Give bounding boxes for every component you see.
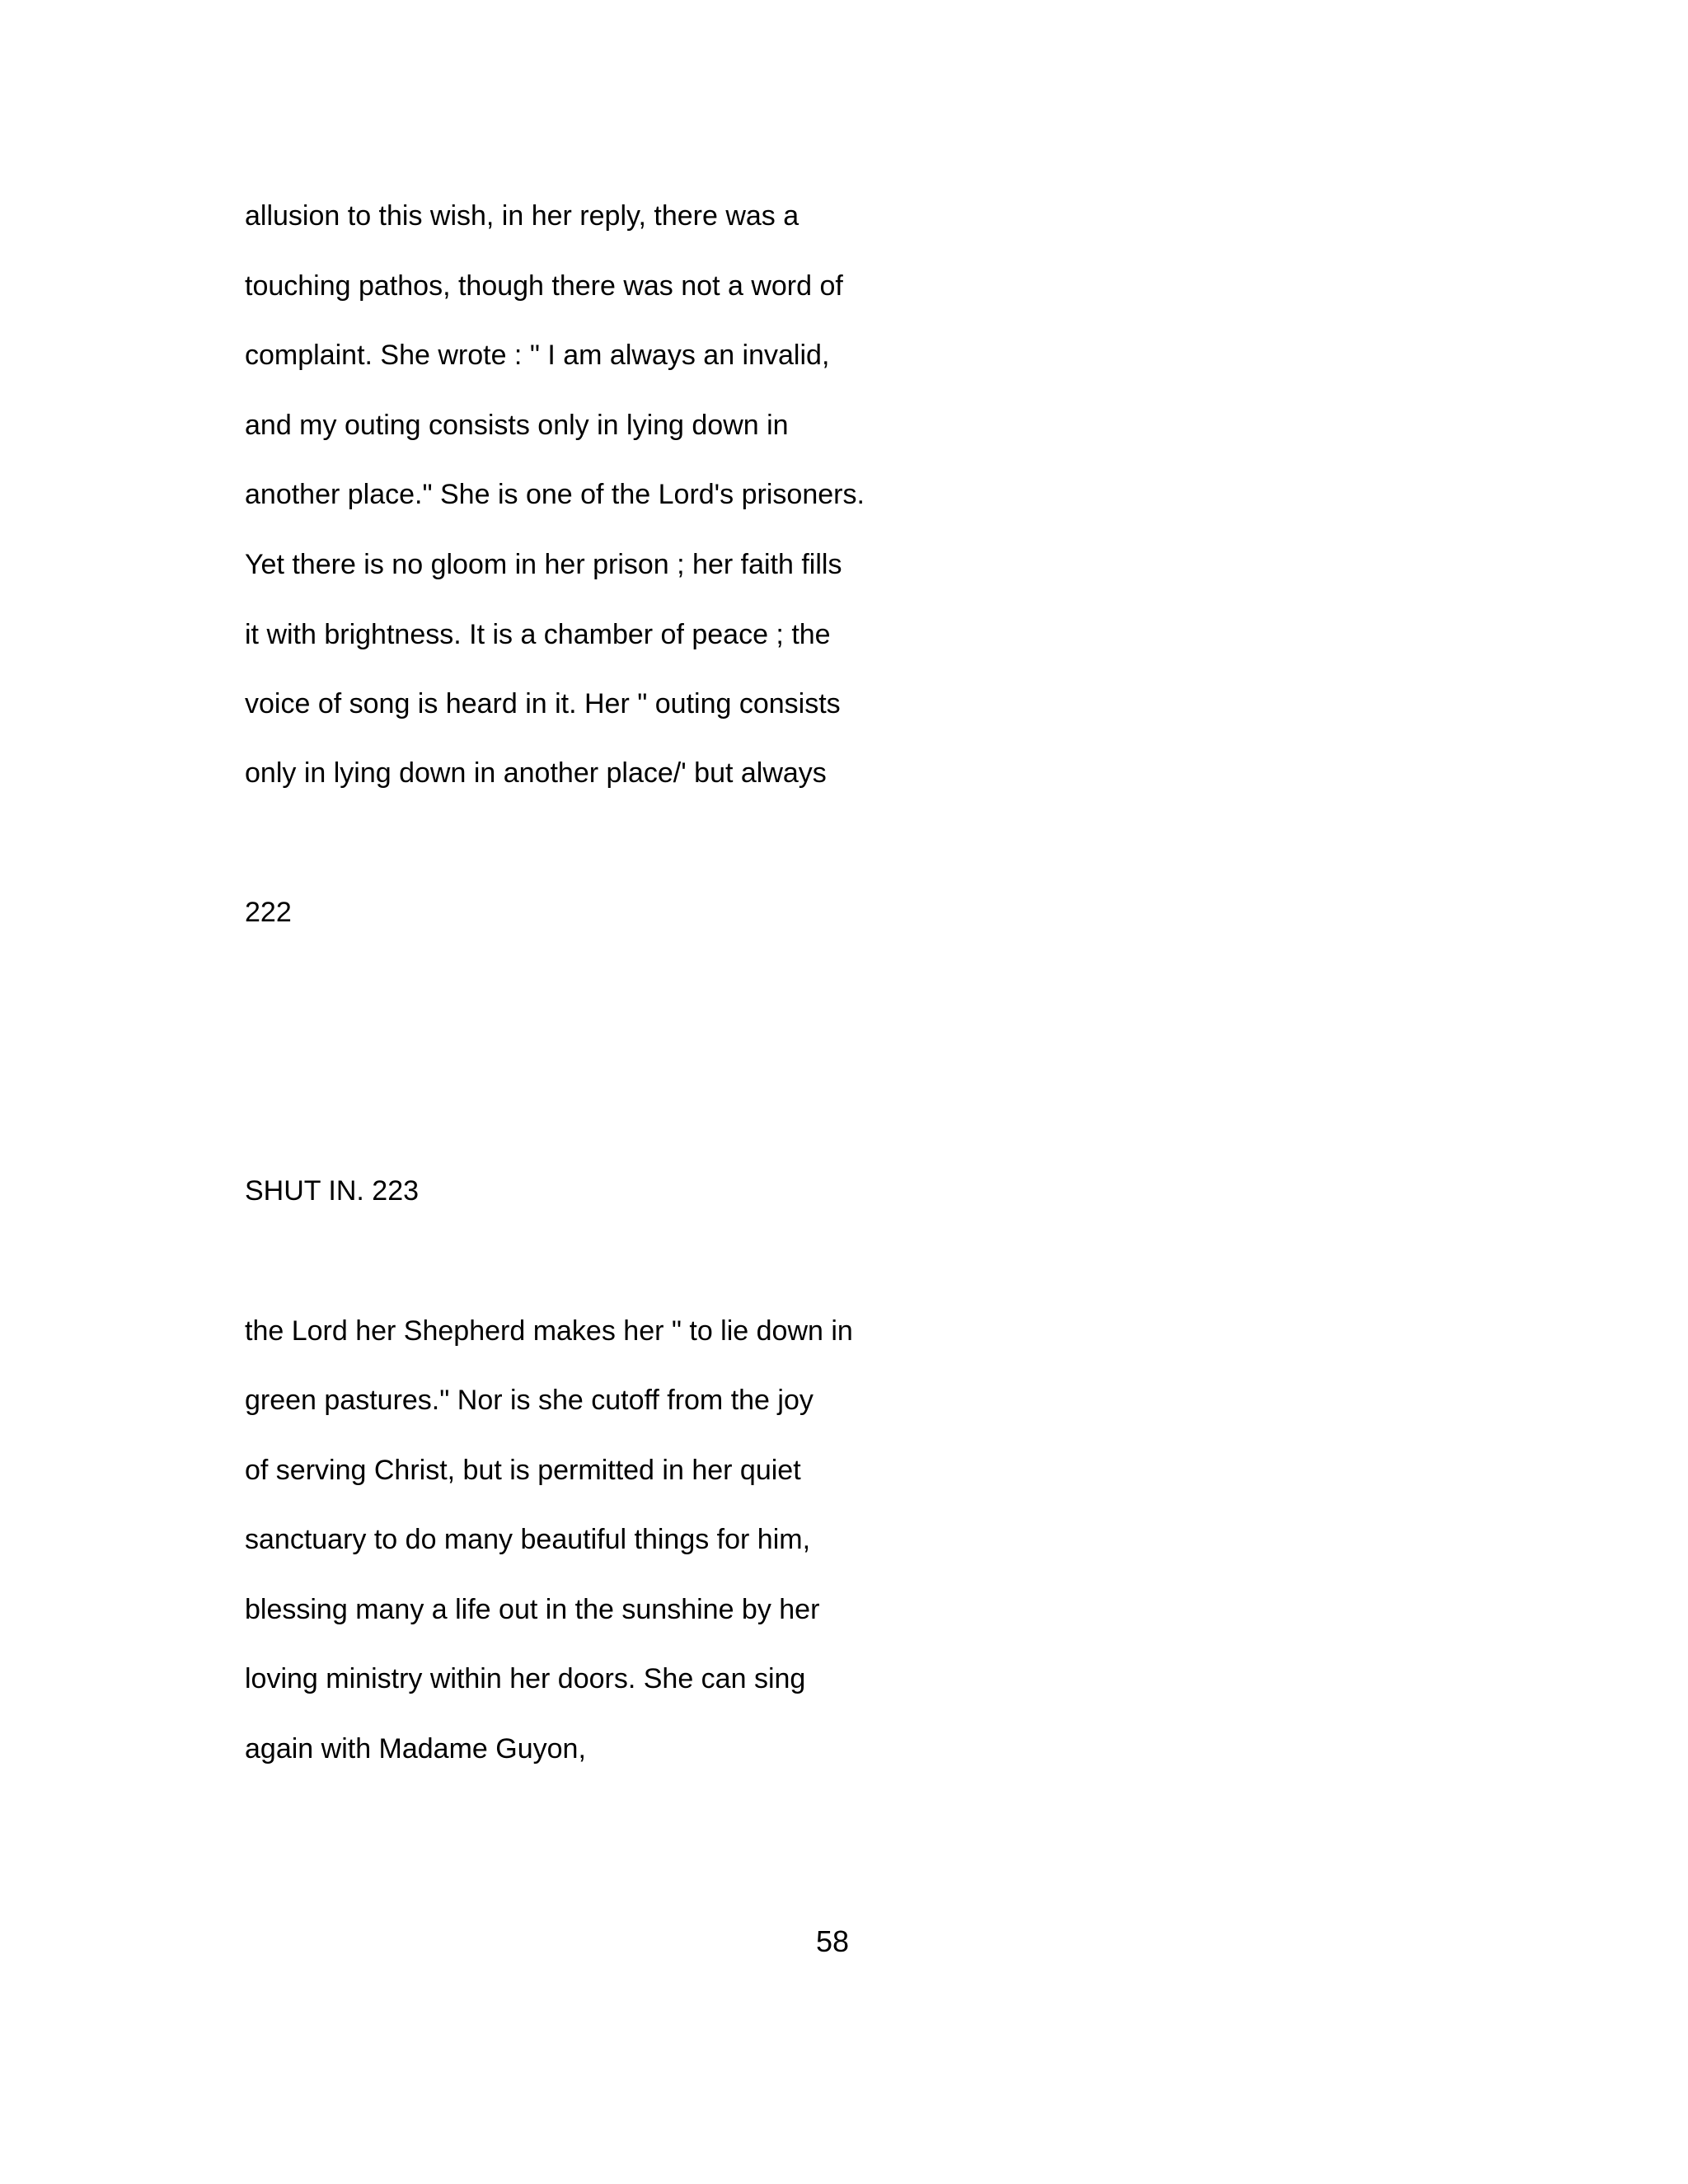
text-line: sanctuary to do many beautiful things for him,	[245, 1524, 811, 1555]
running-header: SHUT IN. 223	[245, 1175, 420, 1207]
text-line: it with brightness. It is a chamber of peace ; the	[245, 619, 831, 650]
text-line: Yet there is no gloom in her prison ; her faith fills	[245, 549, 842, 580]
text-line: voice of song is heard in it. Her " outing consists	[245, 688, 841, 719]
text-line: and my outing consists only in lying down in	[245, 410, 789, 441]
text-line: green pastures." Nor is she cutoff from the joy	[245, 1385, 814, 1416]
text-line: only in lying down in another place/' but always	[245, 757, 827, 789]
text-line: loving ministry within her doors. She can sing	[245, 1663, 806, 1694]
text-line: allusion to this wish, in her reply, there was a	[245, 200, 799, 232]
text-line: touching pathos, though there was not a word of	[245, 270, 843, 302]
page-number: 58	[815, 1924, 850, 1958]
text-line: complaint. She wrote : " I am always an invalid,	[245, 340, 830, 371]
text-line: another place." She is one of the Lord's prisoners.	[245, 479, 865, 510]
page-marker: 222	[245, 897, 292, 928]
text-line: again with Madame Guyon,	[245, 1733, 586, 1765]
text-line: the Lord her Shepherd makes her " to lie down in	[245, 1315, 853, 1347]
text-line: of serving Christ, but is permitted in her quiet	[245, 1455, 801, 1486]
text-line: blessing many a life out in the sunshine by her	[245, 1594, 820, 1625]
